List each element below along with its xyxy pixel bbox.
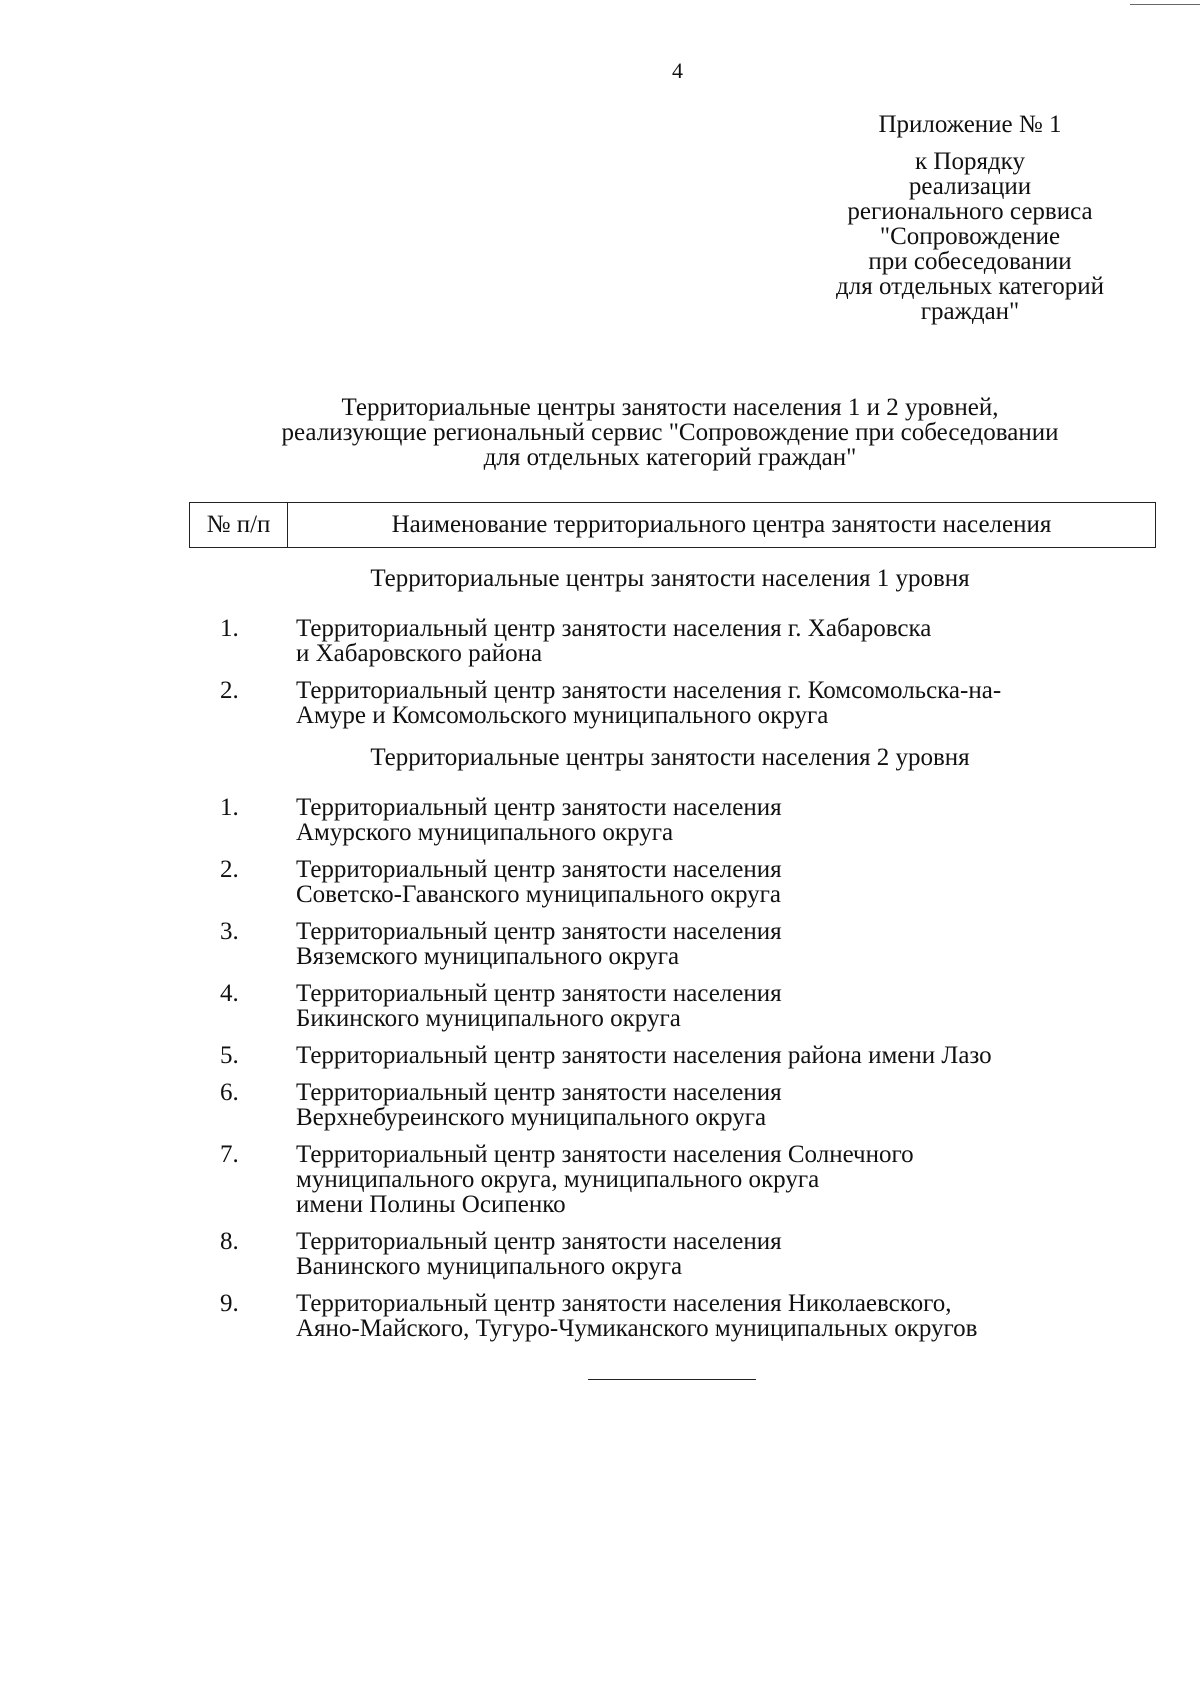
- list-item: [220, 981, 1120, 1031]
- item-number: 1.: [220, 794, 239, 821]
- document-title: [180, 395, 1160, 470]
- list-item: [220, 857, 1120, 907]
- item-number: 1.: [220, 615, 239, 642]
- item-text: Территориальный центр занятости населения Амурского муниципального округа: [296, 794, 782, 846]
- appendix-line: при собеседовании: [868, 248, 1072, 275]
- list-item: [220, 1080, 1120, 1130]
- list-item: [220, 616, 1120, 666]
- number-column-header: № п/п: [190, 503, 288, 548]
- appendix-line: к Порядку: [915, 148, 1025, 175]
- name-column-header: Наименование территориального центра занятости населения: [288, 503, 1156, 548]
- item-number: 5.: [220, 1042, 239, 1069]
- section-heading-level-1: Территориальные центры занятости населения 1 уровня: [370, 565, 970, 592]
- item-text: Территориальный центр занятости населения Солнечного муниципального округа, муниципального округа имени Полины Осипенко: [296, 1141, 914, 1218]
- document-title-line: для отдельных категорий граждан": [483, 444, 857, 471]
- appendix-line: для отдельных категорий: [836, 273, 1104, 300]
- item-text: Территориальный центр занятости населения района имени Лазо: [296, 1042, 992, 1069]
- list-item: [220, 919, 1120, 969]
- item-number: 7.: [220, 1141, 239, 1168]
- document-title-line: Территориальные центры занятости населения 1 и 2 уровней,: [341, 394, 999, 421]
- list-item: [220, 1142, 1120, 1217]
- item-number: 6.: [220, 1079, 239, 1106]
- appendix-title: Приложение № 1: [878, 111, 1062, 138]
- level-1-list: [220, 616, 1120, 740]
- list-item: [220, 1043, 1120, 1068]
- list-item: [220, 795, 1120, 845]
- appendix-header: [780, 112, 1160, 324]
- item-number: 2.: [220, 856, 239, 883]
- document-title-line: реализующие региональный сервис "Сопровождение при собеседовании: [281, 419, 1059, 446]
- item-number: 9.: [220, 1290, 239, 1317]
- item-text: Территориальный центр занятости населения Ванинского муниципального округа: [296, 1228, 782, 1280]
- item-number: 4.: [220, 980, 239, 1007]
- item-text: Территориальный центр занятости населения Николаевского, Аяно-Майского, Тугуро-Чумиканского муниципальных округов: [296, 1290, 978, 1342]
- appendix-line: реализации: [908, 173, 1032, 200]
- list-item: [220, 1291, 1120, 1341]
- item-text: Территориальный центр занятости населения г. Комсомольска-на- Амуре и Комсомольского муниципального округа: [296, 677, 1002, 729]
- end-divider: [588, 1379, 756, 1380]
- appendix-line: регионального сервиса: [847, 198, 1093, 225]
- item-number: 8.: [220, 1228, 239, 1255]
- list-item: [220, 1229, 1120, 1279]
- item-number: 2.: [220, 677, 239, 704]
- section-heading-level-2: Территориальные центры занятости населения 2 уровня: [370, 744, 970, 771]
- item-number: 3.: [220, 918, 239, 945]
- appendix-line: "Сопровождение: [879, 223, 1061, 250]
- list-item: [220, 678, 1120, 728]
- appendix-line: граждан": [920, 298, 1020, 325]
- page-number: 4: [672, 58, 683, 83]
- level-2-list: [220, 795, 1120, 1353]
- table-header: [189, 502, 1156, 548]
- item-text: Территориальный центр занятости населения Верхнебуреинского муниципального округа: [296, 1079, 782, 1131]
- item-text: Территориальный центр занятости населения Советско-Гаванского муниципального округа: [296, 856, 782, 908]
- scan-edge-mark: [1130, 4, 1200, 5]
- item-text: Территориальный центр занятости населения Вяземского муниципального округа: [296, 918, 782, 970]
- item-text: Территориальный центр занятости населения Бикинского муниципального округа: [296, 980, 782, 1032]
- item-text: Территориальный центр занятости населения г. Хабаровска и Хабаровского района: [296, 615, 932, 667]
